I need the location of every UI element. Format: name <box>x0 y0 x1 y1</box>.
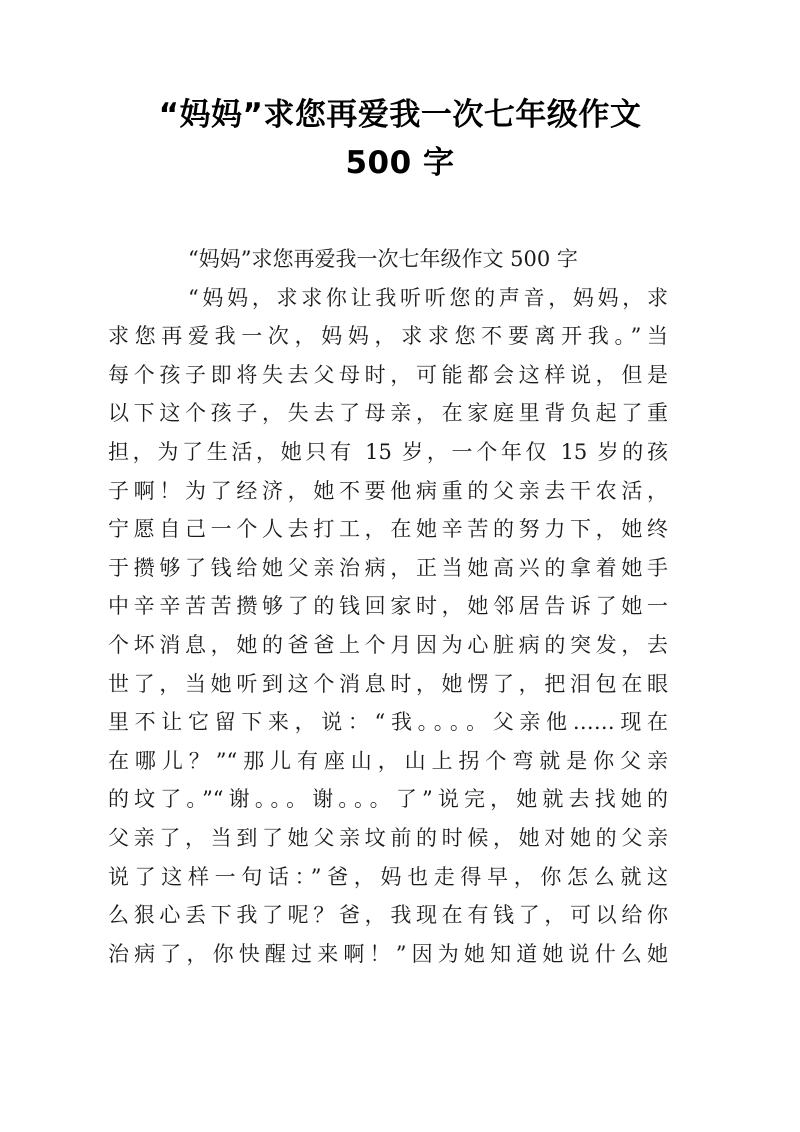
document-title-line-2: 500 字 <box>345 145 455 181</box>
body-line: 于攒够了钱给她父亲治病，正当她高兴的拿着她手 <box>108 555 668 580</box>
document-body <box>108 240 668 973</box>
document-title-line-1: “妈妈”求您再爱我一次七年级作文 <box>158 97 642 133</box>
body-line: 在哪儿？”“那儿有座山，山上拐个弯就是你父亲 <box>108 748 668 773</box>
body-line-subtitle: “妈妈”求您再爱我一次七年级作文 500 字 <box>188 247 578 271</box>
body-line: 说了这样一句话：”爸，妈也走得早，你怎么就这 <box>108 864 668 889</box>
body-line: 中辛辛苦苦攒够了的钱回家时，她邻居告诉了她一 <box>108 594 668 619</box>
body-line: 么狠心丢下我了呢？爸，我现在有钱了，可以给你 <box>108 903 668 928</box>
body-line: “妈妈，求求你让我听听您的声音，妈妈，求 <box>188 285 668 310</box>
body-line: 里不让它留下来，说：“我。。。。父亲他……现在 <box>108 710 668 735</box>
body-line: 父亲了，当到了她父亲坟前的时候，她对她的父亲 <box>108 825 668 850</box>
body-line: 世了，当她听到这个消息时，她愣了，把泪包在眼 <box>108 671 668 696</box>
body-line: 个坏消息，她的爸爸上个月因为心脏病的突发，去 <box>108 632 668 657</box>
body-line: 每个孩子即将失去父母时，可能都会这样说，但是 <box>108 362 668 387</box>
body-line: 求您再爱我一次，妈妈，求求您不要离开我。”当 <box>108 324 668 349</box>
body-line: 治病了，你快醒过来啊！”因为她知道她说什么她 <box>108 941 668 966</box>
body-line: 的坟了。”“谢。。。谢。。。了”说完，她就去找她的 <box>108 787 668 812</box>
body-line: 子啊！为了经济，她不要他病重的父亲去干农活， <box>108 478 668 503</box>
body-line: 以下这个孩子，失去了母亲，在家庭里背负起了重 <box>108 401 668 426</box>
body-line: 担，为了生活，她只有 15 岁，一个年仅 15 岁的孩 <box>108 439 668 464</box>
body-line: 宁愿自己一个人去打工，在她辛苦的努力下，她终 <box>108 517 668 542</box>
